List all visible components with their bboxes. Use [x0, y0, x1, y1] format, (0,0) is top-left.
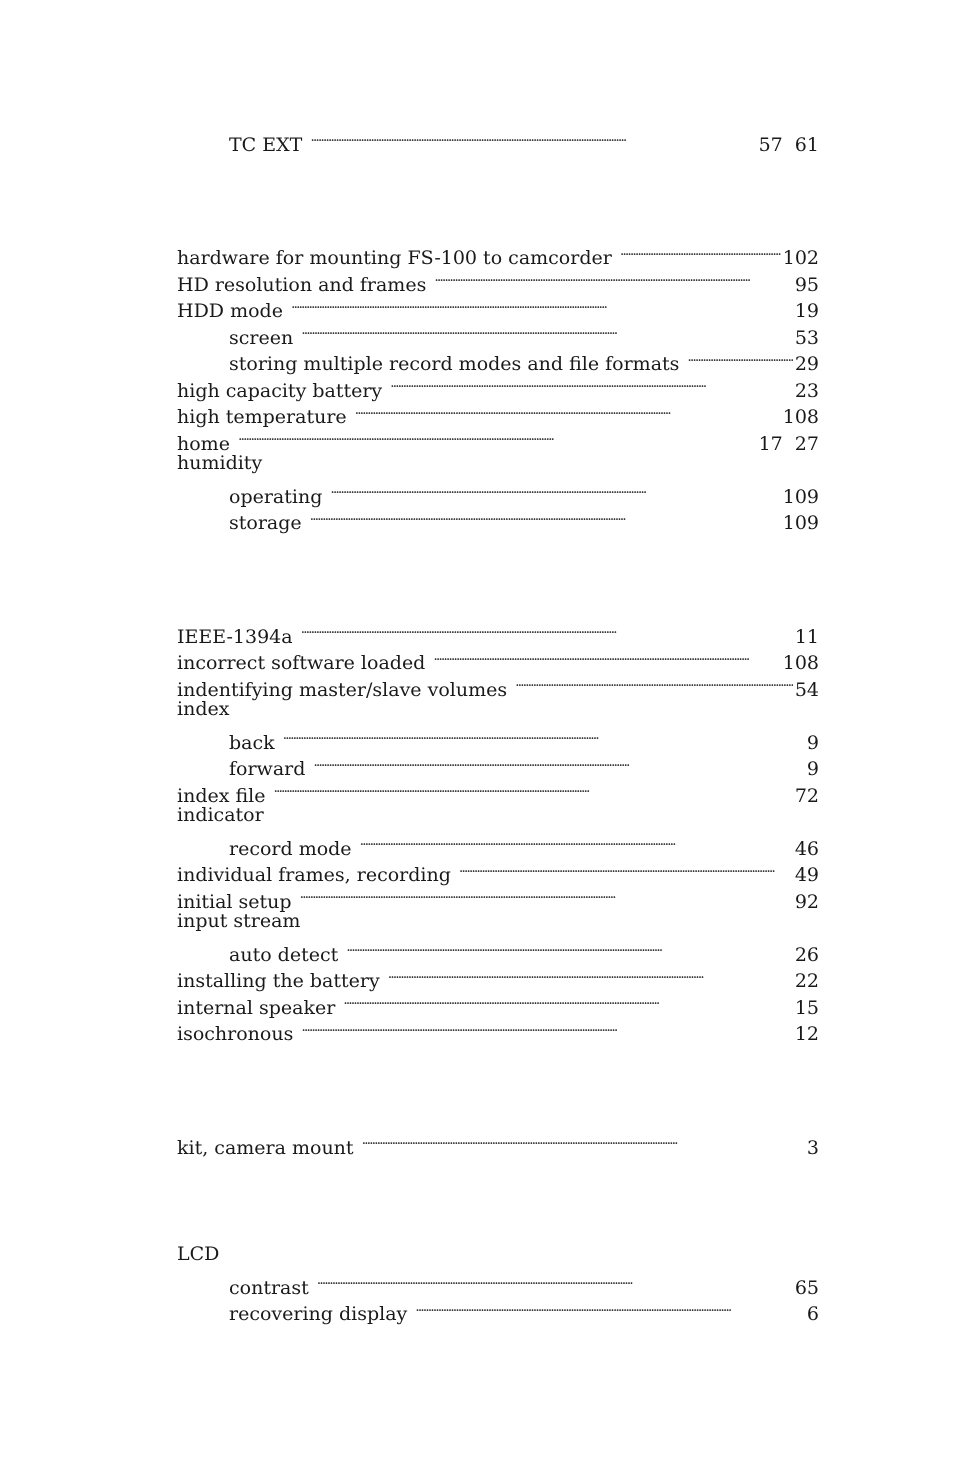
entry-term: hardware for mounting FS-100 to camcorder — [177, 247, 612, 269]
index-group — [177, 238, 819, 534]
entry-pages: 102 — [782, 247, 819, 269]
entry-term: initial setup — [177, 890, 292, 913]
entry-pages: 108 — [782, 406, 819, 428]
dot-leader — [313, 749, 805, 776]
index-group — [177, 124, 819, 156]
entry-term: indicator — [177, 803, 264, 826]
index-group — [177, 1127, 819, 1159]
entry-term: operating — [229, 485, 323, 508]
dot-leader — [390, 370, 793, 397]
entry-pages: 49 — [794, 864, 819, 886]
entry-term: recovering display — [229, 1303, 408, 1325]
index-group — [177, 616, 819, 1045]
entry-pages: 22 — [794, 970, 819, 992]
index-entry — [177, 908, 819, 935]
dot-leader — [291, 291, 793, 318]
dot-leader — [415, 1294, 805, 1321]
entry-pages: 54 — [794, 678, 819, 701]
entry-pages: 108 — [782, 652, 819, 674]
entry-term: screen — [229, 326, 294, 349]
index-entry — [177, 1127, 819, 1159]
dot-leader — [301, 317, 793, 344]
dot-leader — [301, 1014, 792, 1041]
index-subentry — [177, 828, 819, 860]
entry-pages: 29 — [794, 353, 819, 375]
dot-leader — [283, 722, 805, 749]
entry-term: kit, camera mount — [177, 1136, 354, 1159]
entry-term: record mode — [229, 837, 352, 860]
dot-leader — [346, 934, 793, 961]
section-gap — [177, 529, 819, 616]
entry-term: high capacity battery — [177, 379, 383, 402]
entry-term: TC EXT — [229, 133, 303, 156]
section-gap — [177, 1154, 819, 1241]
section-gap — [177, 1040, 819, 1127]
entry-term: input stream — [177, 909, 301, 932]
dot-leader — [362, 1127, 805, 1154]
dot-leader — [620, 238, 781, 265]
dot-leader — [459, 855, 793, 882]
entry-term: HDD mode — [177, 300, 283, 322]
entry-term: forward — [229, 758, 306, 780]
entry-pages: 57 61 — [758, 133, 819, 156]
dot-leader — [300, 881, 793, 908]
entry-pages: 23 — [794, 379, 819, 402]
index-page — [177, 124, 819, 1325]
entry-term: back — [229, 731, 275, 754]
entry-term: HD resolution and frames — [177, 273, 427, 296]
entry-pages: 17 27 — [758, 432, 819, 455]
entry-pages: 9 — [806, 731, 819, 754]
dot-leader — [687, 344, 792, 371]
entry-term: auto detect — [229, 943, 339, 966]
index-group — [177, 1241, 819, 1325]
dot-leader — [273, 775, 792, 802]
entry-term: installing the battery — [177, 970, 380, 992]
dot-leader — [310, 503, 781, 530]
dot-leader — [330, 476, 780, 503]
entry-pages: 109 — [782, 512, 819, 534]
index-entry — [177, 775, 819, 807]
entry-pages: 6 — [806, 1303, 819, 1325]
entry-term: individual frames, recording — [177, 864, 451, 886]
entry-pages: 46 — [794, 837, 819, 860]
index-entry — [177, 238, 819, 269]
entry-pages: 92 — [794, 890, 819, 913]
dot-leader — [301, 616, 793, 643]
entry-term: incorrect software loaded — [177, 652, 426, 674]
entry-pages: 9 — [806, 758, 819, 780]
dot-leader — [355, 397, 781, 424]
entry-term: internal speaker — [177, 996, 336, 1019]
entry-term: isochronous — [177, 1023, 294, 1045]
entry-pages: 72 — [794, 784, 819, 807]
dot-leader — [388, 961, 793, 988]
entry-term: home — [177, 432, 230, 455]
entry-pages: 12 — [794, 1023, 819, 1045]
entry-pages: 11 — [794, 625, 819, 648]
entry-term: humidity — [177, 451, 263, 474]
entry-term: index — [177, 697, 230, 720]
dot-leader — [317, 1267, 793, 1294]
index-subentry — [177, 476, 819, 508]
dot-leader — [343, 987, 793, 1014]
entry-term: index file — [177, 784, 266, 807]
entry-pages: 15 — [794, 996, 819, 1019]
entry-term: IEEE-1394a — [177, 625, 293, 648]
index-subentry — [177, 124, 819, 156]
dot-leader — [433, 643, 780, 670]
index-entry — [177, 423, 819, 455]
entry-pages: 26 — [794, 943, 819, 966]
index-entry — [177, 450, 819, 477]
entry-pages: 95 — [794, 273, 819, 296]
entry-pages: 3 — [806, 1136, 819, 1159]
index-entry — [177, 616, 819, 648]
index-subentry — [177, 934, 819, 966]
section-gap — [177, 151, 819, 238]
entry-term: indentifying master/slave volumes — [177, 678, 508, 701]
dot-leader — [310, 124, 756, 151]
index-subentry — [177, 1267, 819, 1299]
entry-pages: 53 — [794, 326, 819, 349]
entry-pages: 109 — [782, 485, 819, 508]
entry-term: high temperature — [177, 406, 347, 428]
entry-term: LCD — [177, 1242, 220, 1265]
index-entry — [177, 1241, 819, 1268]
dot-leader — [360, 828, 793, 855]
entry-term: storing multiple record modes and file formats — [229, 353, 680, 375]
entry-term: contrast — [229, 1276, 309, 1299]
entry-term: storage — [229, 512, 302, 534]
index-subentry — [177, 722, 819, 754]
entry-pages: 65 — [794, 1276, 819, 1299]
dot-leader — [434, 264, 792, 291]
entry-pages: 19 — [794, 300, 819, 322]
dot-leader — [515, 669, 793, 696]
dot-leader — [238, 423, 757, 450]
